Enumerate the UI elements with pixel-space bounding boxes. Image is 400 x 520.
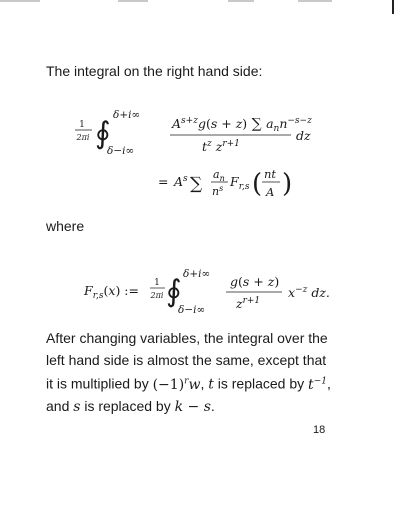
eq2-frac-num: $a_n$ bbox=[213, 168, 225, 183]
para-line-3: it is multiplied by $(-1)^rw$, t is replaced by $t^{-1}$, bbox=[46, 375, 331, 393]
eq2-F: $F_{r,s}$ bbox=[230, 174, 250, 192]
inline-factor: $(-1)^rw$ bbox=[152, 376, 201, 393]
def-contour-integral-icon: ∮ bbox=[166, 274, 182, 309]
eq2-equals: = bbox=[158, 174, 169, 189]
page-number: 18 bbox=[313, 424, 326, 436]
eq2-A: $A^s$ bbox=[174, 174, 188, 189]
para-line-2: left hand side is almost the same, except that bbox=[46, 351, 327, 368]
eq2-close-paren: ) bbox=[282, 169, 293, 199]
eq2-sum-icon: ∑ bbox=[190, 174, 203, 194]
def-lhs: $F_{r,s}(x)$ := bbox=[84, 283, 139, 301]
where-word: where bbox=[46, 218, 85, 234]
eq2-frac-den: $n^s$ bbox=[212, 184, 224, 198]
para-line-4: and s is replaced by k − s. bbox=[46, 398, 215, 416]
def-upper-limit: δ+i∞ bbox=[183, 268, 211, 280]
eq1-coef-num: 1 bbox=[79, 120, 85, 130]
eq1-numerator: $A^{s+z}g(s + z)$ ∑ $a_nn^{-s-z}$ bbox=[172, 116, 312, 134]
inline-t: t bbox=[208, 376, 214, 393]
eq2-open-paren: ( bbox=[252, 169, 263, 199]
inline-s: s bbox=[73, 399, 81, 416]
eq1-denominator: $t^z$ $z^{r+1}$ bbox=[202, 139, 240, 154]
def-lower-limit: δ−i∞ bbox=[178, 304, 206, 316]
def-coef-num: 1 bbox=[154, 278, 160, 288]
inline-t-inverse: $t^{-1}$ bbox=[308, 376, 327, 393]
def-denominator: $z^{r+1}$ bbox=[236, 296, 261, 311]
para-line-1: After changing variables, the integral over the bbox=[46, 330, 328, 346]
closing-paragraph bbox=[46, 328, 366, 419]
eq2-arg-den: A bbox=[266, 185, 275, 199]
intro-sentence: The integral on the right hand side: bbox=[46, 63, 263, 79]
inline-k-minus-s: k − s bbox=[174, 399, 211, 416]
eq1-upper-limit: δ+i∞ bbox=[113, 109, 141, 121]
contour-integral-icon: ∮ bbox=[95, 116, 111, 151]
def-numerator: g(s + z) bbox=[230, 274, 280, 289]
eq1-lower-limit: δ−i∞ bbox=[107, 145, 135, 157]
eq1-coef-den: 2πi bbox=[76, 133, 90, 142]
def-coef-den: 2πi bbox=[150, 291, 164, 300]
def-tail: $x^{-z}$ dz. bbox=[288, 285, 330, 300]
eq1-differential: dz bbox=[296, 128, 311, 143]
eq2-arg-num: nt bbox=[264, 167, 277, 181]
